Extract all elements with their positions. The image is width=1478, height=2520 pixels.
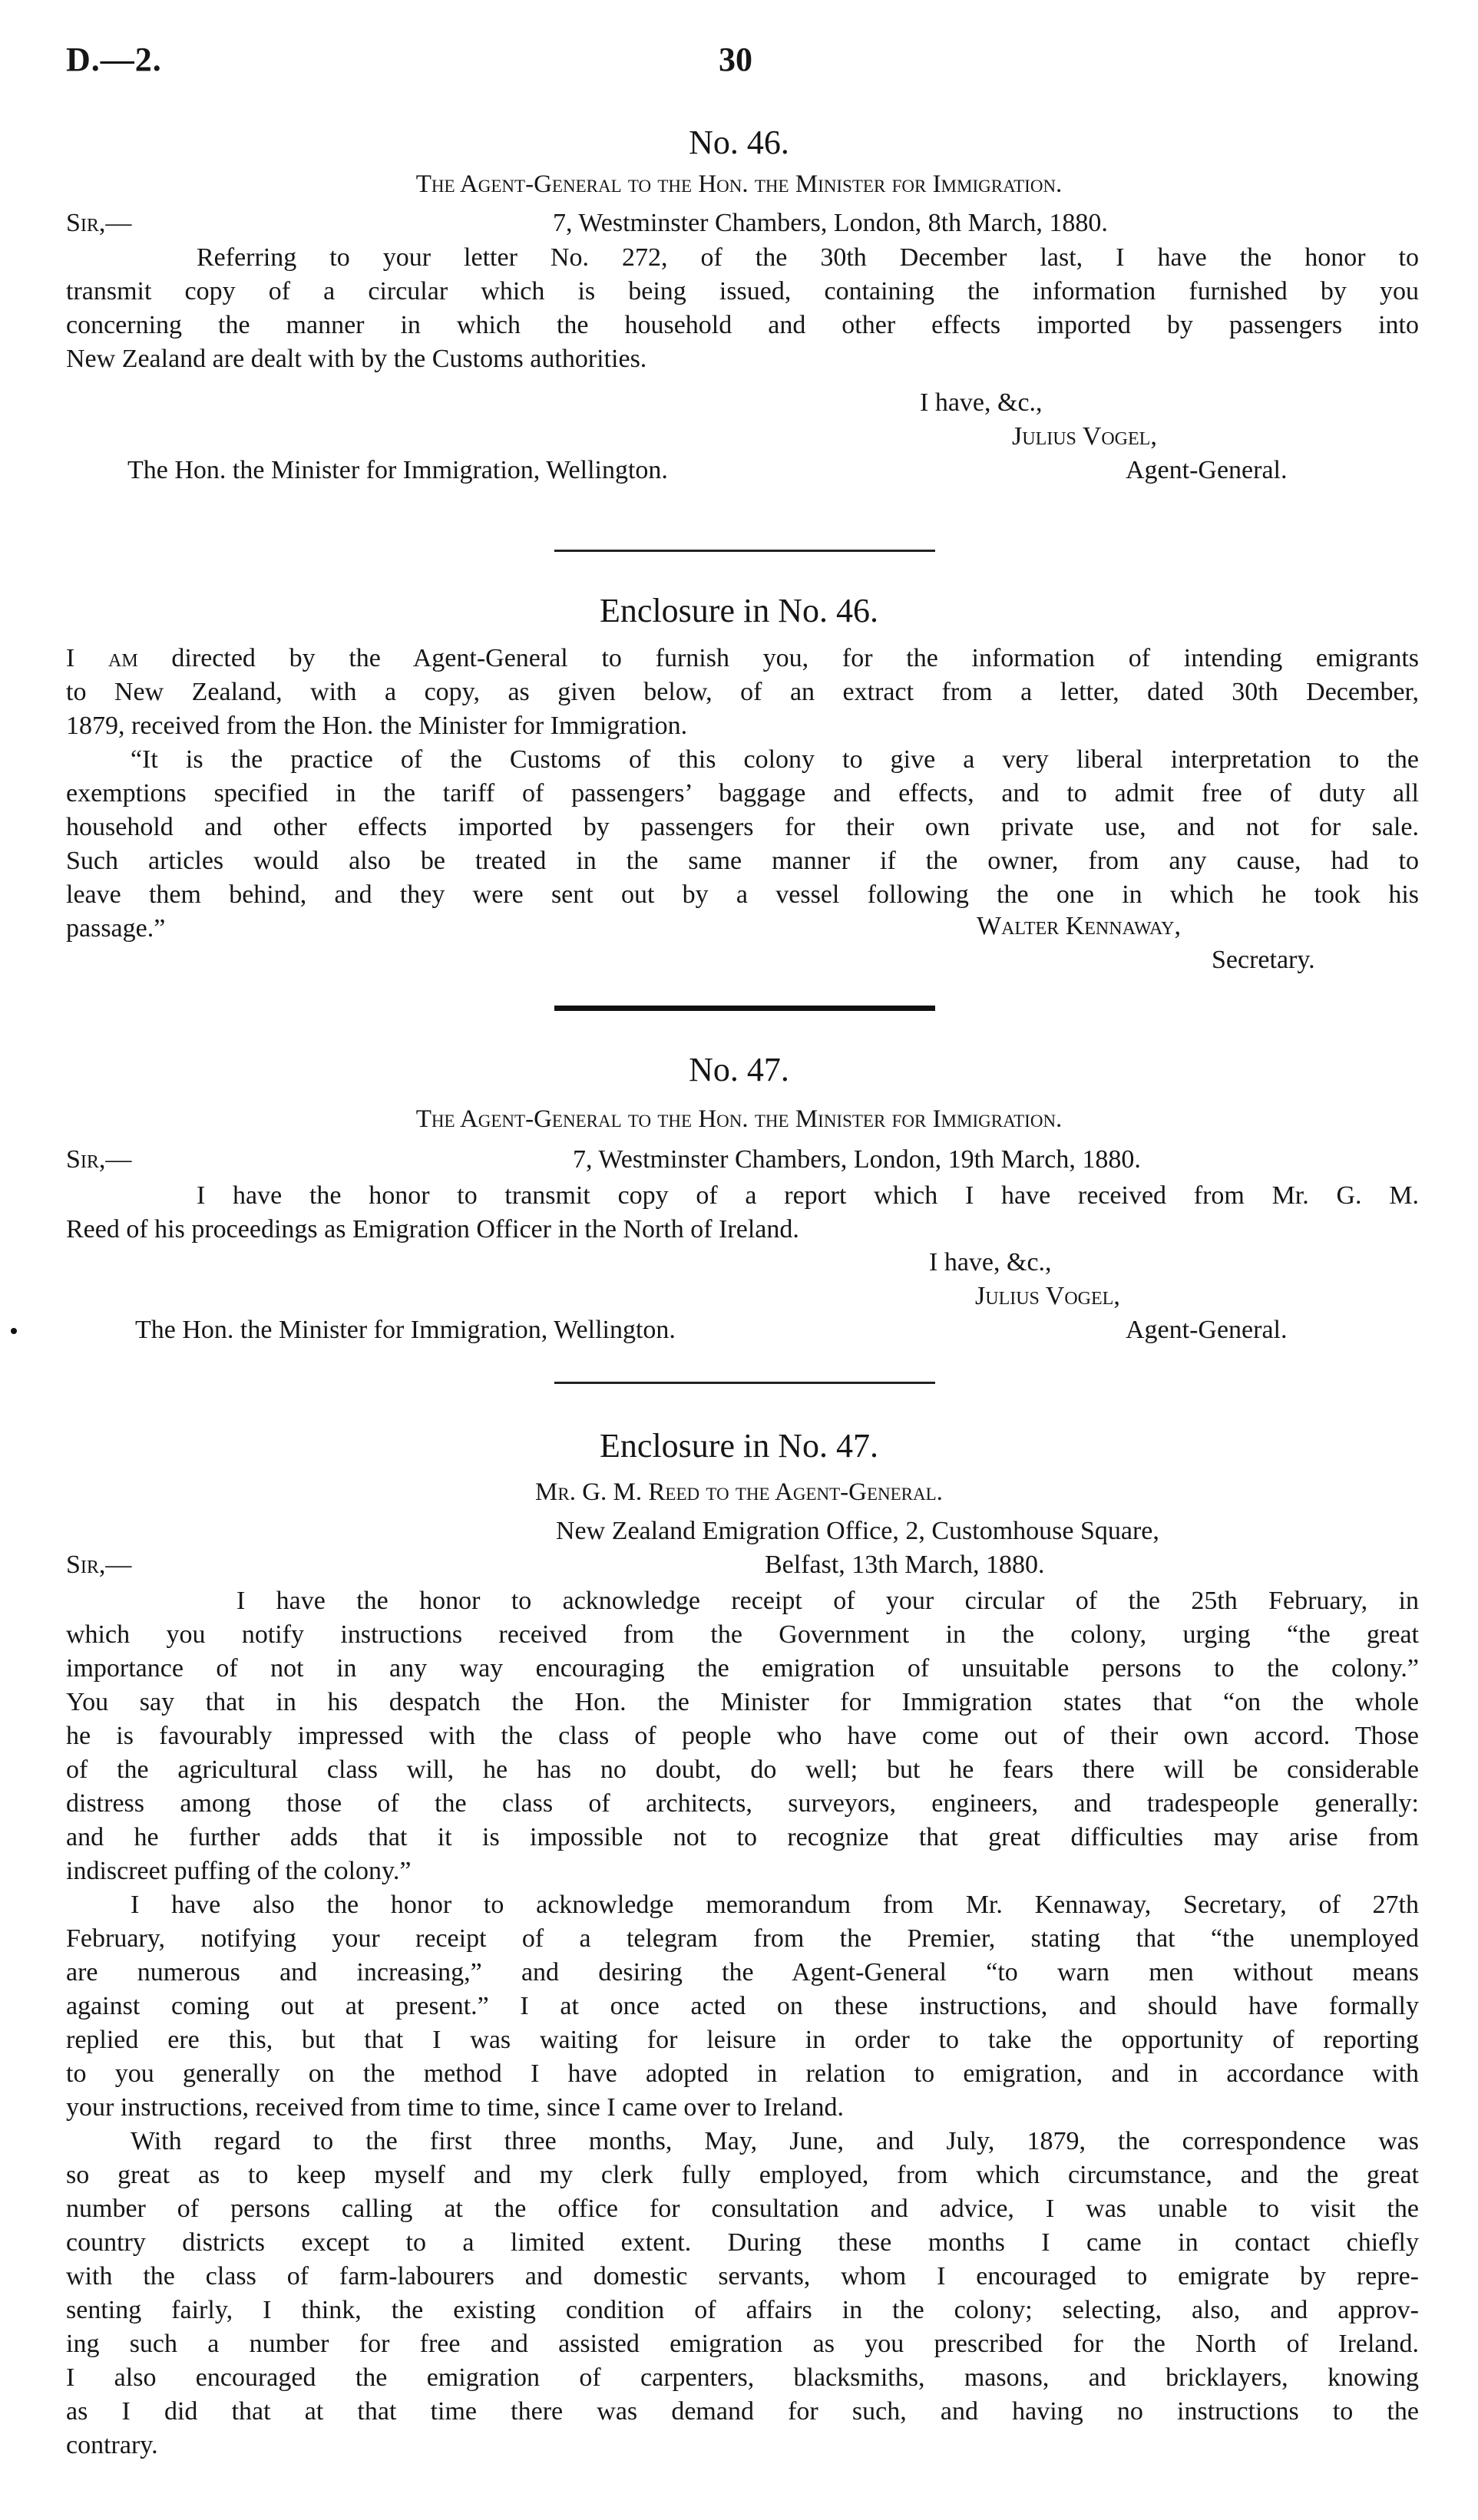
letter-46-body-line: concerning the manner in which the household and other effects imported by passengers into — [66, 311, 1419, 339]
enclosure-47-body-line: You say that in his despatch the Hon. the Minister for Immigration states that “on the whole — [66, 1688, 1419, 1716]
letter-47-number: No. 47. — [689, 1051, 789, 1088]
enclosure-47-body-line: your instructions, received from time to time, since I came over to Ireland. — [66, 2093, 845, 2122]
letter-46-heading: The Agent-General to the Hon. the Minister for Immigration. — [415, 170, 1063, 198]
letter-47-signatory-title: Agent-General. — [1126, 1316, 1288, 1344]
enclosure-47-body-line: so great as to keep myself and my clerk fully employed, from which circumstance, and the great — [66, 2161, 1419, 2189]
enclosure-47-body-line: to you generally on the method I have adopted in relation to emigration, and in accordance with — [66, 2059, 1419, 2088]
enclosure-47-body-line: with the class of farm-labourers and domestic servants, whom I encouraged to emigrate by repre- — [66, 2262, 1419, 2290]
enclosure-46-signature: Walter Kennaway, — [977, 912, 1181, 940]
enclosure-47-body-line: and he further adds that it is impossible not to recognize that great difficulties may arise from — [66, 1823, 1419, 1851]
letter-46-body-line: Referring to your letter No. 272, of the 30th December last, I have the honor to — [197, 243, 1419, 272]
enclosure-47-body-line: replied ere this, but that I was waiting for leisure in order to take the opportunity of reporting — [66, 2026, 1419, 2054]
enclosure-47-body-line: ing such a number for free and assisted emigration as you prescribed for the North of Ireland. — [66, 2330, 1419, 2358]
letter-47-salutation: Sir,— — [66, 1145, 132, 1174]
enclosure-46-body-line: to New Zealand, with a copy, as given below, of an extract from a letter, dated 30th December, — [66, 678, 1419, 706]
letter-46-address: 7, Westminster Chambers, London, 8th March, 1880. — [553, 209, 1108, 237]
enclosure-46-signatory-title: Secretary. — [1212, 946, 1315, 974]
letter-46-number: No. 46. — [689, 124, 789, 161]
enclosure-46-quote-line: household and other effects imported by passengers for their own private use, and not for sale. — [66, 813, 1419, 841]
letter-46-body-line: transmit copy of a circular which is being issued, containing the information furnished by you — [66, 277, 1419, 306]
letter-46-salutation: Sir,— — [66, 209, 132, 237]
enclosure-47-body-line: February, notifying your receipt of a telegram from the Premier, stating that “the unemployed — [66, 1924, 1419, 1953]
section-divider — [554, 1382, 935, 1384]
section-divider — [554, 550, 935, 552]
parliamentary-paper-ref: D.—2. — [66, 41, 162, 78]
letter-46-body-line: New Zealand are dealt with by the Customs authorities. — [66, 345, 647, 373]
enclosure-47-body-line: senting fairly, I think, the existing condition of affairs in the colony; selecting, also, and approv- — [66, 2296, 1419, 2324]
letter-46-signatory-title: Agent-General. — [1126, 456, 1288, 484]
letter-46-signature: Julius Vogel, — [1012, 422, 1157, 451]
enclosure-47-body-line: I also encouraged the emigration of carpenters, blacksmiths, masons, and bricklayers, knowing — [66, 2363, 1419, 2392]
enclosure-46-quote-line: exemptions specified in the tariff of passengers’ baggage and effects, and to admit free of duty all — [66, 779, 1419, 808]
page-number: 30 — [719, 41, 752, 78]
letter-47-closing: I have, &c., — [929, 1248, 1052, 1277]
enclosure-47-salutation: Sir,— — [66, 1551, 132, 1579]
enclosure-47-body-line: number of persons calling at the office for consultation and advice, I was unable to visit the — [66, 2195, 1419, 2223]
enclosure-47-body-line: I have the honor to acknowledge receipt of your circular of the 25th February, in — [236, 1587, 1419, 1615]
letter-47-body-line: Reed of his proceedings as Emigration Officer in the North of Ireland. — [66, 1215, 799, 1243]
enclosure-46-body-line: 1879, received from the Hon. the Minister for Immigration. — [66, 712, 688, 740]
enclosure-47-address-line-2: Belfast, 13th March, 1880. — [765, 1551, 1045, 1579]
enclosure-47-body-line: distress among those of the class of architects, surveyors, engineers, and tradespeople generally: — [66, 1789, 1419, 1818]
enclosure-46-quote-line: “It is the practice of the Customs of this colony to give a very liberal interpretation to the — [131, 745, 1419, 774]
enclosure-47-body-line: as I did that at that time there was demand for such, and having no instructions to the — [66, 2397, 1419, 2426]
enclosure-46-lead: I am — [66, 644, 138, 672]
enclosure-46-quote-line: Such articles would also be treated in the same manner if the owner, from any cause, had to — [66, 847, 1419, 875]
letter-47-heading: The Agent-General to the Hon. the Minister for Immigration. — [415, 1105, 1063, 1133]
enclosure-47-body-line: of the agricultural class will, he has no doubt, do well; but he fears there will be considerable — [66, 1755, 1419, 1784]
enclosure-47-address-line-1: New Zealand Emigration Office, 2, Customhouse Square, — [556, 1517, 1159, 1545]
enclosure-47-heading: Enclosure in No. 47. — [600, 1427, 878, 1465]
enclosure-47-body-line: With regard to the first three months, May, June, and July, 1879, the correspondence was — [131, 2127, 1419, 2155]
section-divider-heavy — [554, 1006, 935, 1011]
enclosure-47-body-line: he is favourably impressed with the class of people who have come out of their own accord. Those — [66, 1722, 1419, 1750]
letter-47-address: 7, Westminster Chambers, London, 19th March, 1880. — [573, 1145, 1141, 1174]
letter-47-signature: Julius Vogel, — [975, 1282, 1120, 1310]
letter-46-addressee: The Hon. the Minister for Immigration, Wellington. — [127, 456, 668, 484]
enclosure-46-quote-line: passage.” — [66, 914, 166, 943]
enclosure-47-body-line: importance of not in any way encouraging the emigration of unsuitable persons to the colony.” — [66, 1654, 1419, 1683]
enclosure-46-quote-line: leave them behind, and they were sent out by a vessel following the one in which he took his — [66, 880, 1419, 909]
letter-46-closing: I have, &c., — [920, 388, 1043, 417]
enclosure-47-from: Mr. G. M. Reed to the Agent-General. — [535, 1478, 943, 1506]
enclosure-47-body-line: which you notify instructions received from the Government in the colony, urging “the great — [66, 1620, 1419, 1649]
enclosure-47-body-line: I have also the honor to acknowledge memorandum from Mr. Kennaway, Secretary, of 27th — [131, 1891, 1419, 1919]
enclosure-47-body-line: contrary. — [66, 2431, 158, 2459]
enclosure-47-body-line: country districts except to a limited extent. During these months I came in contact chiefly — [66, 2228, 1419, 2257]
enclosure-47-body-line: indiscreet puffing of the colony.” — [66, 1857, 412, 1885]
enclosure-47-body-line: are numerous and increasing,” and desiring the Agent-General “to warn men without means — [66, 1958, 1419, 1987]
margin-mark — [11, 1328, 17, 1334]
enclosure-47-body-line: against coming out at present.” I at once acted on these instructions, and should have formally — [66, 1992, 1419, 2020]
letter-47-addressee: The Hon. the Minister for Immigration, Wellington. — [135, 1316, 676, 1344]
enclosure-46-body-line: I am directed by the Agent-General to furnish you, for the information of intending emigrants — [66, 644, 1420, 672]
letter-47-body-line: I have the honor to transmit copy of a report which I have received from Mr. G. M. — [197, 1181, 1419, 1210]
enclosure-46-heading: Enclosure in No. 46. — [600, 592, 878, 629]
